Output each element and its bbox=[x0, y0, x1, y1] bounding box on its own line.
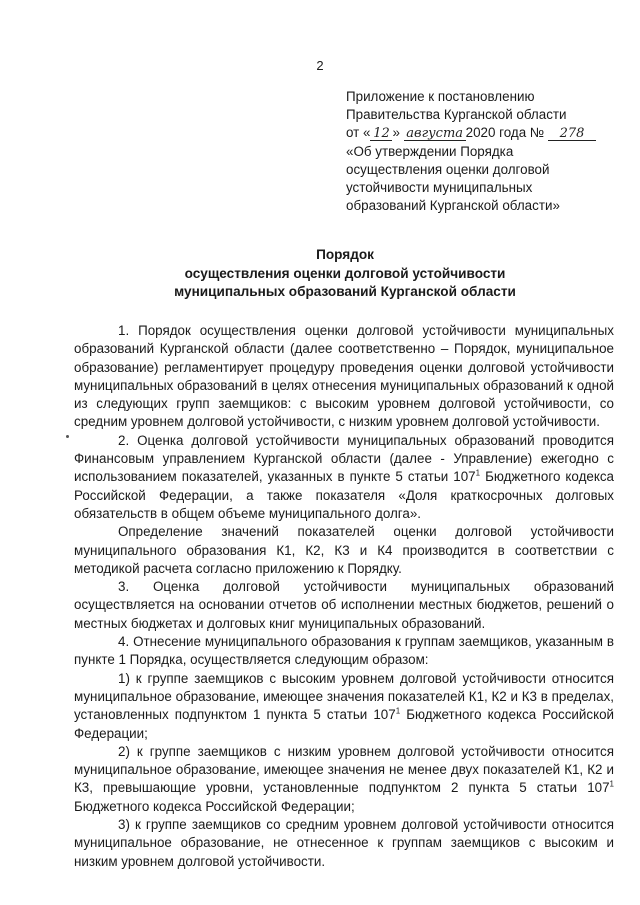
paragraph-6-part-b: Бюджетного кодекса Российской Федерации; bbox=[74, 707, 615, 741]
appendix-date-line bbox=[346, 124, 616, 142]
superscript-1: 1 bbox=[475, 468, 481, 478]
title-line-3: муниципальных образований Курганской области bbox=[174, 284, 516, 299]
paragraph-4: 3. Оценка долговой устойчивости муниципальных образований осуществляется на основании отчетов об исполнении местных бюджетов, решений о местных бюджетах и долговых книг муниципальных образований. bbox=[74, 579, 614, 631]
superscript-3: 1 bbox=[609, 779, 614, 789]
paragraph-2-part-b: Бюджетного кодекса Российской Федерации, а также показателя «Доля краткосрочных долговых обязательств в общем объеме муниципального долга». bbox=[74, 469, 614, 521]
paragraph-5: 4. Отнесение муниципального образования к группам заемщиков, указанным в пункте 1 Порядка, осуществляется следующим образом: bbox=[74, 634, 614, 668]
date-prefix: от « bbox=[346, 125, 371, 141]
paragraph-2 bbox=[74, 432, 614, 523]
document-body bbox=[74, 322, 614, 871]
paragraph-1: 1. Порядок осуществления оценки долговой устойчивости муниципальных образований Курганской области (далее соответственно – Порядок, муниципальное образование) регламентирует процедуру проведения оценки долговой устойчивости муниципальных образований в целях отнесения муниципальных образований к одной из следующих групп заемщиков: с высоким уровнем долговой устойчивости, со средним уровнем долговой устойчивости, с низким уровнем долговой устойчивости. bbox=[74, 323, 614, 430]
paragraph-3: Определение значений показателей оценки долговой устойчивости муниципального образования К1, К2, К3 и К4 производится в соответствии с методикой расчета согласно приложению к Порядку. bbox=[74, 524, 614, 576]
paragraph-7 bbox=[74, 743, 614, 816]
title-line-1: Порядок bbox=[316, 247, 374, 262]
paragraph-8: 3) к группе заемщиков со средним уровнем долговой устойчивости относится муниципальное образование, не отнесенное к группам заемщиков с высоким и низким уровнем долговой устойчивости. bbox=[74, 817, 614, 869]
handwritten-month: августа bbox=[404, 127, 466, 141]
appendix-header bbox=[346, 88, 616, 215]
paragraph-2-part-a: 2. Оценка долговой устойчивости муниципальных образований проводится Финансовым управлением Курганской области (далее - Управление) ежегодно с использованием показателей, указанных в пункте 5 статьи 107 bbox=[74, 432, 614, 485]
paragraph-6-part-a: 1) к группе заемщиков с высоким уровнем долговой устойчивости относится муниципальное образование, имеющее значения показателей К1, К2 и К3 в пределах, установленных подпунктом 1 пункта 5 статьи 107 bbox=[74, 670, 614, 723]
appendix-line-7: образований Курганской области» bbox=[346, 198, 560, 214]
superscript-2: 1 bbox=[395, 706, 401, 716]
appendix-line-1: Приложение к постановлению bbox=[346, 89, 535, 104]
appendix-line-6: устойчивости муниципальных bbox=[346, 180, 533, 196]
date-mid: » bbox=[392, 125, 400, 141]
date-year: 2020 года № bbox=[465, 125, 545, 141]
appendix-line-4: «Об утверждении Порядка bbox=[346, 143, 514, 159]
document-title bbox=[60, 246, 630, 302]
page-number: 2 bbox=[316, 58, 324, 73]
appendix-line-5: осуществления оценки долговой bbox=[346, 161, 550, 177]
handwritten-day: 12 bbox=[370, 127, 392, 141]
paragraph-7-part-b: Бюджетного кодекса Российской Федерации; bbox=[74, 798, 355, 814]
title-line-2: осуществления оценки долговой устойчивости bbox=[184, 265, 506, 281]
paragraph-6 bbox=[74, 670, 614, 743]
appendix-line-2: Правительства Курганской области bbox=[346, 107, 567, 123]
margin-dot bbox=[66, 435, 69, 438]
paragraph-7-part-a: 2) к группе заемщиков с низким уровнем долговой устойчивости относится муниципальное образование, имеющее значения не менее двух показателей К1, К2 и К3, превышающие уровни, установленные подпунктом 2 пункта 5 статьи 107 bbox=[74, 743, 614, 796]
handwritten-doc-number: 278 bbox=[548, 127, 596, 141]
